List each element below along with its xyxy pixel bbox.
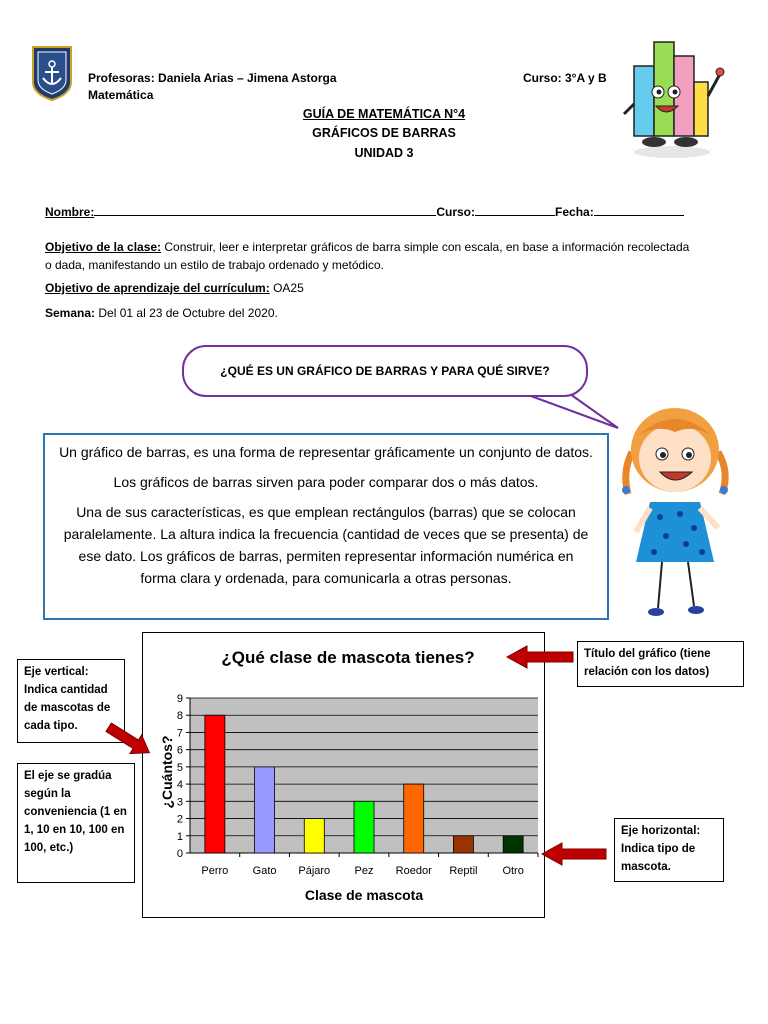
vertical-axis-note: Eje vertical: Indica cantidad de mascotas de cada tipo.	[17, 659, 125, 743]
student-info-line	[45, 203, 705, 219]
girl-illustration	[614, 402, 740, 622]
curriculum-objective-label: Objetivo de aprendizaje del currículum:	[45, 281, 270, 295]
chart-title-note: Título del gráfico (tiene relación con los datos)	[577, 641, 744, 687]
chart-y-axis-label: ¿Cuántos?	[159, 735, 175, 809]
name-label: Nombre:	[45, 205, 95, 219]
explanation-paragraph-2: Los gráficos de barras sirven para poder comparar dos o más datos.	[113, 474, 539, 490]
week-label: Semana:	[45, 306, 96, 320]
class-objective-text: Construir, leer e interpretar gráficos de barra simple con escala, en base a información recolectada	[164, 240, 690, 254]
x-tick-label: Reptil	[449, 865, 478, 877]
bar-chart-mascot-illustration	[620, 34, 730, 160]
arrow-to-title-icon	[505, 645, 575, 669]
bar-reptil	[453, 836, 473, 853]
school-crest-logo	[30, 44, 74, 102]
name-field[interactable]	[94, 203, 436, 216]
arrow-to-y-axis-icon	[103, 720, 155, 760]
y-tick-label: 9	[176, 693, 183, 705]
bar-otro	[503, 836, 523, 853]
curriculum-objective	[45, 281, 304, 295]
y-tick-label: 5	[176, 761, 183, 774]
x-tick-label: Perro	[201, 865, 229, 877]
course-field[interactable]	[475, 203, 555, 216]
bar-gato	[255, 767, 275, 853]
axis-scale-note: El eje se gradúa según la conveniencia (1 en 1, 10 en 10, 100 en 100, etc.)	[17, 763, 135, 883]
bar-pez	[354, 801, 374, 853]
y-tick-label: 6	[176, 744, 183, 757]
explanation-paragraph-1: Un gráfico de barras, es una forma de representar gráficamente un conjunto de datos.	[59, 444, 593, 460]
y-tick-label: 3	[176, 796, 183, 809]
x-tick-label: Gato	[252, 865, 277, 877]
y-tick-label: 0	[176, 848, 183, 860]
bar-chart-explanation-box	[43, 433, 609, 620]
guide-title: GUÍA DE MATEMÁTICA N°4	[302, 107, 466, 121]
bar-roedor	[404, 784, 424, 853]
week-line	[45, 306, 278, 320]
y-tick-label: 7	[176, 727, 183, 740]
class-objective-text-2: o dada, manifestando un estilo de trabajo ordenado y metódico.	[45, 258, 384, 272]
week-value: Del 01 al 23 de Octubre del 2020.	[98, 306, 278, 320]
horizontal-axis-note: Eje horizontal: Indica tipo de mascota.	[614, 818, 724, 882]
speech-bubble-question: ¿QUÉ ES UN GRÁFICO DE BARRAS Y PARA QUÉ SIRVE?	[182, 345, 588, 397]
chart-plot-area	[177, 693, 538, 877]
bar-pájaro	[304, 819, 324, 853]
unit-title: UNIDAD 3	[354, 146, 414, 160]
course-label: Curso:	[436, 205, 476, 219]
x-tick-label: Otro	[502, 865, 524, 877]
class-objective-label: Objetivo de la clase:	[45, 240, 162, 254]
course-line: Curso: 3°A y B	[523, 71, 607, 85]
bar-perro	[205, 715, 225, 853]
subject-line: Matemática	[88, 88, 154, 102]
arrow-to-x-axis-icon	[540, 842, 608, 866]
class-objective	[45, 238, 735, 274]
y-tick-label: 8	[176, 710, 183, 723]
chart-title: ¿Qué clase de mascota tienes?	[221, 648, 475, 667]
x-tick-label: Pez	[354, 865, 374, 877]
y-tick-label: 2	[176, 813, 183, 826]
teachers-line: Profesoras: Daniela Arias – Jimena Astorga	[88, 71, 337, 85]
date-field[interactable]	[594, 203, 684, 216]
x-tick-label: Pájaro	[298, 865, 331, 877]
guide-subtitle: GRÁFICOS DE BARRAS	[312, 126, 456, 140]
chart-x-axis-label: Clase de mascota	[304, 887, 424, 903]
y-tick-label: 1	[176, 830, 183, 843]
x-tick-label: Roedor	[395, 865, 432, 877]
curriculum-objective-value: OA25	[273, 281, 304, 295]
date-label: Fecha:	[555, 205, 594, 219]
pet-bar-chart	[142, 632, 545, 918]
y-tick-label: 4	[176, 779, 183, 792]
explanation-paragraph-3: Una de sus características, es que emplean rectángulos (barras) que se colocan paralelamente. La altura indica la frecuencia (cantidad de veces que se presenta) de ese dato. Los gráficos de barras, permiten representar información numérica en forma clara y ordenada, para comunicarla a otras personas.	[63, 504, 589, 586]
